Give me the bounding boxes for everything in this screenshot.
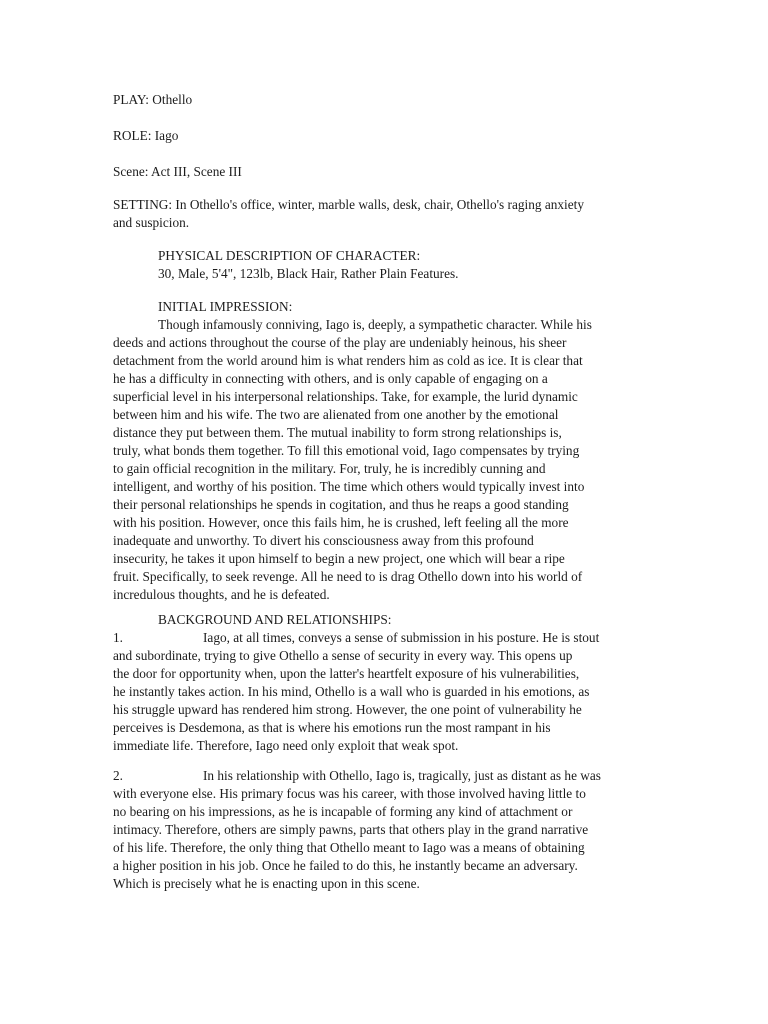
paragraph-line: between him and his wife. The two are alienated from one another by the emotional — [113, 407, 559, 422]
physical-description-section — [113, 247, 653, 283]
paragraph-line: he instantly takes action. In his mind, Othello is a wall who is guarded in his emotions, as — [113, 684, 590, 699]
paragraph-line: distance they put between them. The mutual inability to form strong relationships is, — [113, 425, 562, 440]
item-text: Iago, at all times, conveys a sense of submission in his posture. He is stout — [203, 630, 600, 645]
physical-description-text: 30, Male, 5'4", 123lb, Black Hair, Rather Plain Features. — [158, 266, 459, 281]
paragraph-line: with everyone else. His primary focus was his career, with those involved having little to — [113, 786, 586, 801]
paragraph-line — [113, 767, 653, 785]
scene-title — [113, 163, 653, 181]
play-line: PLAY: Othello — [113, 92, 193, 107]
paragraph-line: and subordinate, trying to give Othello a sense of security in every way. This opens up — [113, 648, 573, 663]
paragraph-line: fruit. Specifically, to seek revenge. All he need to is drag Othello down into his world of — [113, 569, 583, 584]
setting-line: SETTING: In Othello's office, winter, marble walls, desk, chair, Othello's raging anxiety — [113, 197, 584, 212]
role-title — [113, 127, 653, 145]
paragraph-line: to gain official recognition in the military. For, truly, he is incredibly cunning and — [113, 461, 546, 476]
paragraph-line: Which is precisely what he is enacting upon in this scene. — [113, 876, 420, 891]
paragraph-line: incredulous thoughts, and he is defeated. — [113, 587, 330, 602]
paragraph-line: Though infamously conniving, Iago is, deeply, a sympathetic character. While his — [158, 317, 592, 332]
item-number: 2. — [113, 768, 123, 783]
paragraph-line: their personal relationships he spends in cogitation, and thus he reaps a good standing — [113, 497, 569, 512]
initial-impression-heading: INITIAL IMPRESSION: — [158, 299, 293, 314]
paragraph-line: perceives is Desdemona, as that is where his emotions run the most rampant in his — [113, 720, 551, 735]
paragraph-line: immediate life. Therefore, Iago need only exploit that weak spot. — [113, 738, 459, 753]
paragraph-line: insecurity, he takes it upon himself to begin a new project, one which will bear a ripe — [113, 551, 565, 566]
setting-line: and suspicion. — [113, 215, 190, 230]
paragraph-line: no bearing on his impressions, as he is incapable of forming any kind of attachment or — [113, 804, 573, 819]
background-section — [113, 611, 653, 755]
paragraph-line: with his position. However, once this fails him, he is crushed, left feeling all the more — [113, 515, 569, 530]
paragraph-line: intimacy. Therefore, others are simply pawns, parts that others play in the grand narrative — [113, 822, 589, 837]
paragraph-line: the door for opportunity when, upon the latter's heartfelt exposure of his vulnerabilities, — [113, 666, 580, 681]
paragraph-line: inadequate and unworthy. To divert his consciousness away from this profound — [113, 533, 534, 548]
item-number: 1. — [113, 630, 123, 645]
paragraph-line — [113, 629, 653, 647]
paragraph-line: deeds and actions throughout the course of the play are undeniably heinous, his sheer — [113, 335, 567, 350]
physical-description-heading: PHYSICAL DESCRIPTION OF CHARACTER: — [158, 248, 421, 263]
paragraph-line: truly, what bonds them together. To fill this emotional void, Iago compensates by trying — [113, 443, 580, 458]
role-line: ROLE: Iago — [113, 128, 179, 143]
paragraph-line: intelligent, and worthy of his position. The time which others would typically invest into — [113, 479, 585, 494]
background-item-2 — [113, 767, 653, 893]
setting-section — [113, 196, 653, 232]
initial-impression-section — [113, 298, 653, 604]
paragraph-line: he has a difficulty in connecting with others, and is only capable of engaging on a — [113, 371, 548, 386]
paragraph-line: superficial level in his interpersonal relationships. Take, for example, the lurid dynamic — [113, 389, 578, 404]
paragraph-line: of his life. Therefore, the only thing that Othello meant to Iago was a means of obtaining — [113, 840, 585, 855]
play-title — [113, 91, 653, 109]
paragraph-line: his struggle upward has rendered him strong. However, the one point of vulnerability he — [113, 702, 582, 717]
paragraph-line: detachment from the world around him is what renders him as cold as ice. It is clear that — [113, 353, 583, 368]
scene-line: Scene: Act III, Scene III — [113, 164, 242, 179]
background-heading: BACKGROUND AND RELATIONSHIPS: — [158, 612, 392, 627]
item-text: In his relationship with Othello, Iago is, tragically, just as distant as he was — [203, 768, 601, 783]
paragraph-line: a higher position in his job. Once he failed to do this, he instantly became an adversary. — [113, 858, 578, 873]
